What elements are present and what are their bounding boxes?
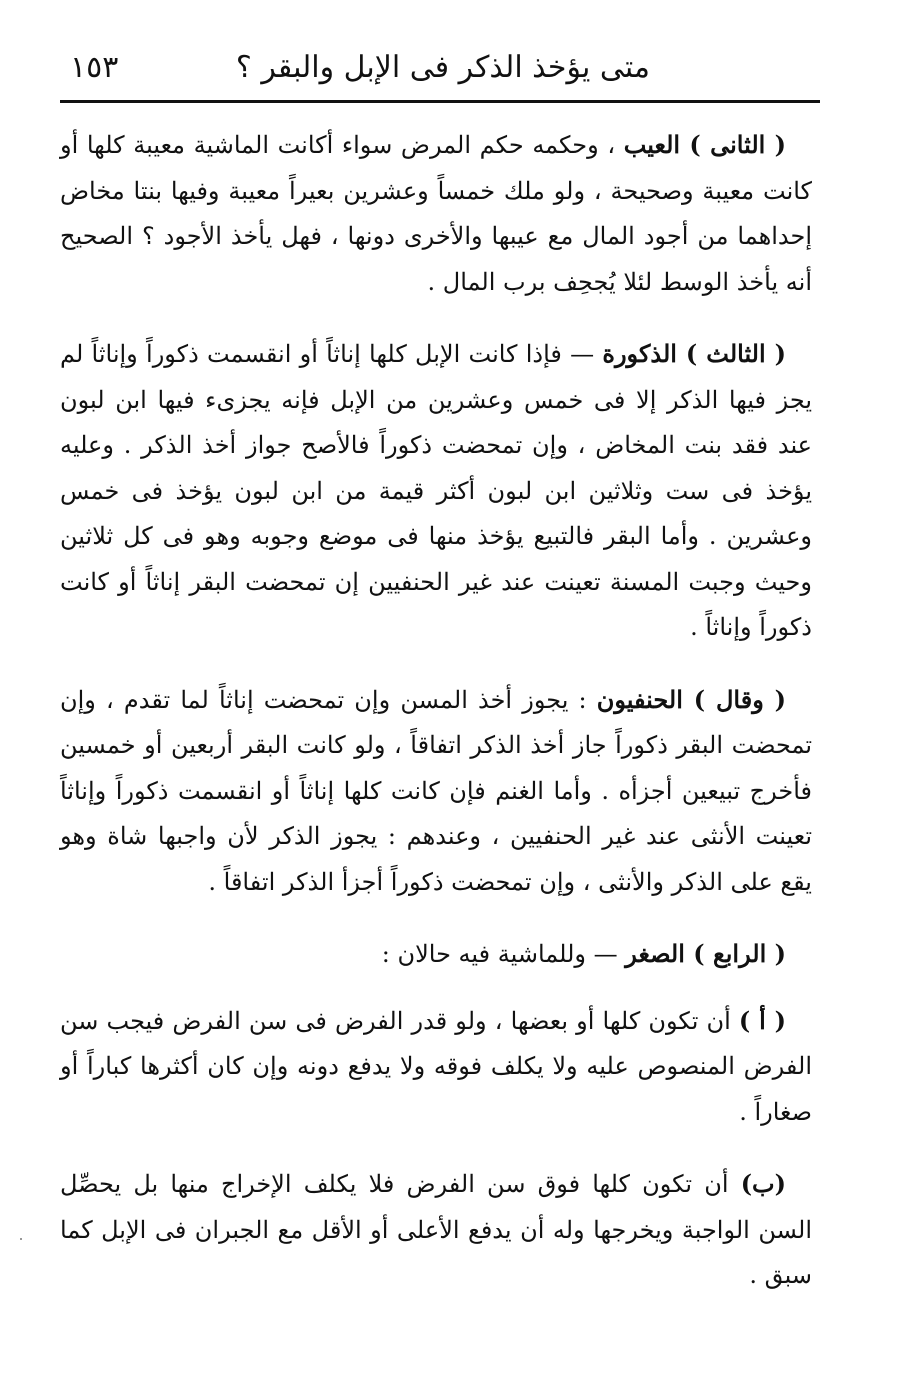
page-number: ١٥٣ — [70, 50, 119, 85]
paragraph-body: أن تكون كلها أو بعضها ، ولو قدر الفرض فى سن الفرض فيجب سن الفرض المنصوص عليه ولا يكلف فوقه ولا يدفع دونه وإن كان أكثرها كباراً أو صغاراً . — [60, 1006, 812, 1126]
paragraph-lead: ( الثانى ) العيب — [623, 130, 786, 159]
paragraph-body: أن تكون كلها فوق سن الفرض فلا يكلف الإخراج منها بل يحصِّل السن الواجبة ويخرجها وله أن يدفع الأعلى أو الأقل مع الجبران فى الإبل كما سبق . — [60, 1170, 812, 1289]
page-header — [60, 40, 820, 100]
scan-speck — [20, 1238, 22, 1240]
main-text — [60, 122, 812, 1325]
paragraph-case-a — [60, 998, 812, 1136]
running-title: متى يؤخذ الذكر فى الإبل والبقر ؟ — [235, 50, 650, 85]
paragraph-hanafi-view — [60, 677, 812, 906]
paragraph-defect — [60, 122, 812, 305]
paragraph-body: — وللماشية فيه حالان : — [381, 940, 626, 968]
paragraph-youth — [60, 931, 812, 978]
paragraph-body: : يجوز أخذ المسن وإن تمحضت إناثاً لما تقدم ، وإن تمحضت البقر ذكوراً جاز أخذ الذكر اتفاقاً ، ولو كانت البقر أربعين أو خمسين فأخرج تبيعين أجزأه . وأما الغنم فإن كانت كلها إناثاً أو انقسمت ذكوراً وإناثاً تعينت الأنثى عند غير الحنفيين ، وعندهم : يجوز الذكر لأن واجبها شاة وهو يقع على الذكر والأنثى ، وإن تمحضت ذكوراً أجزأ الذكر اتفاقاً . — [60, 685, 812, 896]
header-rule — [60, 100, 820, 103]
paragraph-body: — فإذا كانت الإبل كلها إناثاً أو انقسمت ذكوراً وإناثاً لم يجز فيها الذكر إلا فى خمس وعشرين من الإبل فإنه يجزىء فيها ابن لبون عند فقد بنت المخاض ، وإن تمحضت ذكوراً فالأصح جواز أخذ الذكر . وعليه يؤخذ فى ست وثلاثين ابن لبون أكثر قيمة من ابن لبون يؤخذ فى خمس وعشرين . وأما البقر فالتبيع يؤخذ منها فى موضع وجوبه وهو فى كل ثلاثين وحيث وجبت المسنة تعينت عند غير الحنفيين إن تمحضت البقر إناثاً أو كانت ذكوراً وإناثاً . — [60, 340, 813, 641]
paragraph-case-b — [60, 1161, 812, 1299]
paragraph-lead: ( أ ) — [738, 1005, 787, 1035]
paragraph-lead: (ب) — [740, 1169, 786, 1198]
paragraph-lead: ( الرابع ) الصغر — [625, 939, 786, 968]
paragraph-lead: ( الثالث ) الذكورة — [602, 339, 786, 368]
paragraph-lead: ( وقال ) الحنفيون — [596, 684, 786, 714]
paragraph-masculinity — [60, 331, 812, 651]
paragraph-body: ، وحكمه حكم المرض سواء أكانت الماشية معيبة كلها أو كانت معيبة وصحيحة ، ولو ملك خمساً وعشرين بعيراً معيبة وفيها بنتا مخاض إحداهما من أجود المال مع عيبها والأخرى دونها ، فهل يأخذ الأجود ؟ الصحيح أنه يأخذ الوسط لئلا يُجحِف برب المال . — [60, 131, 812, 296]
